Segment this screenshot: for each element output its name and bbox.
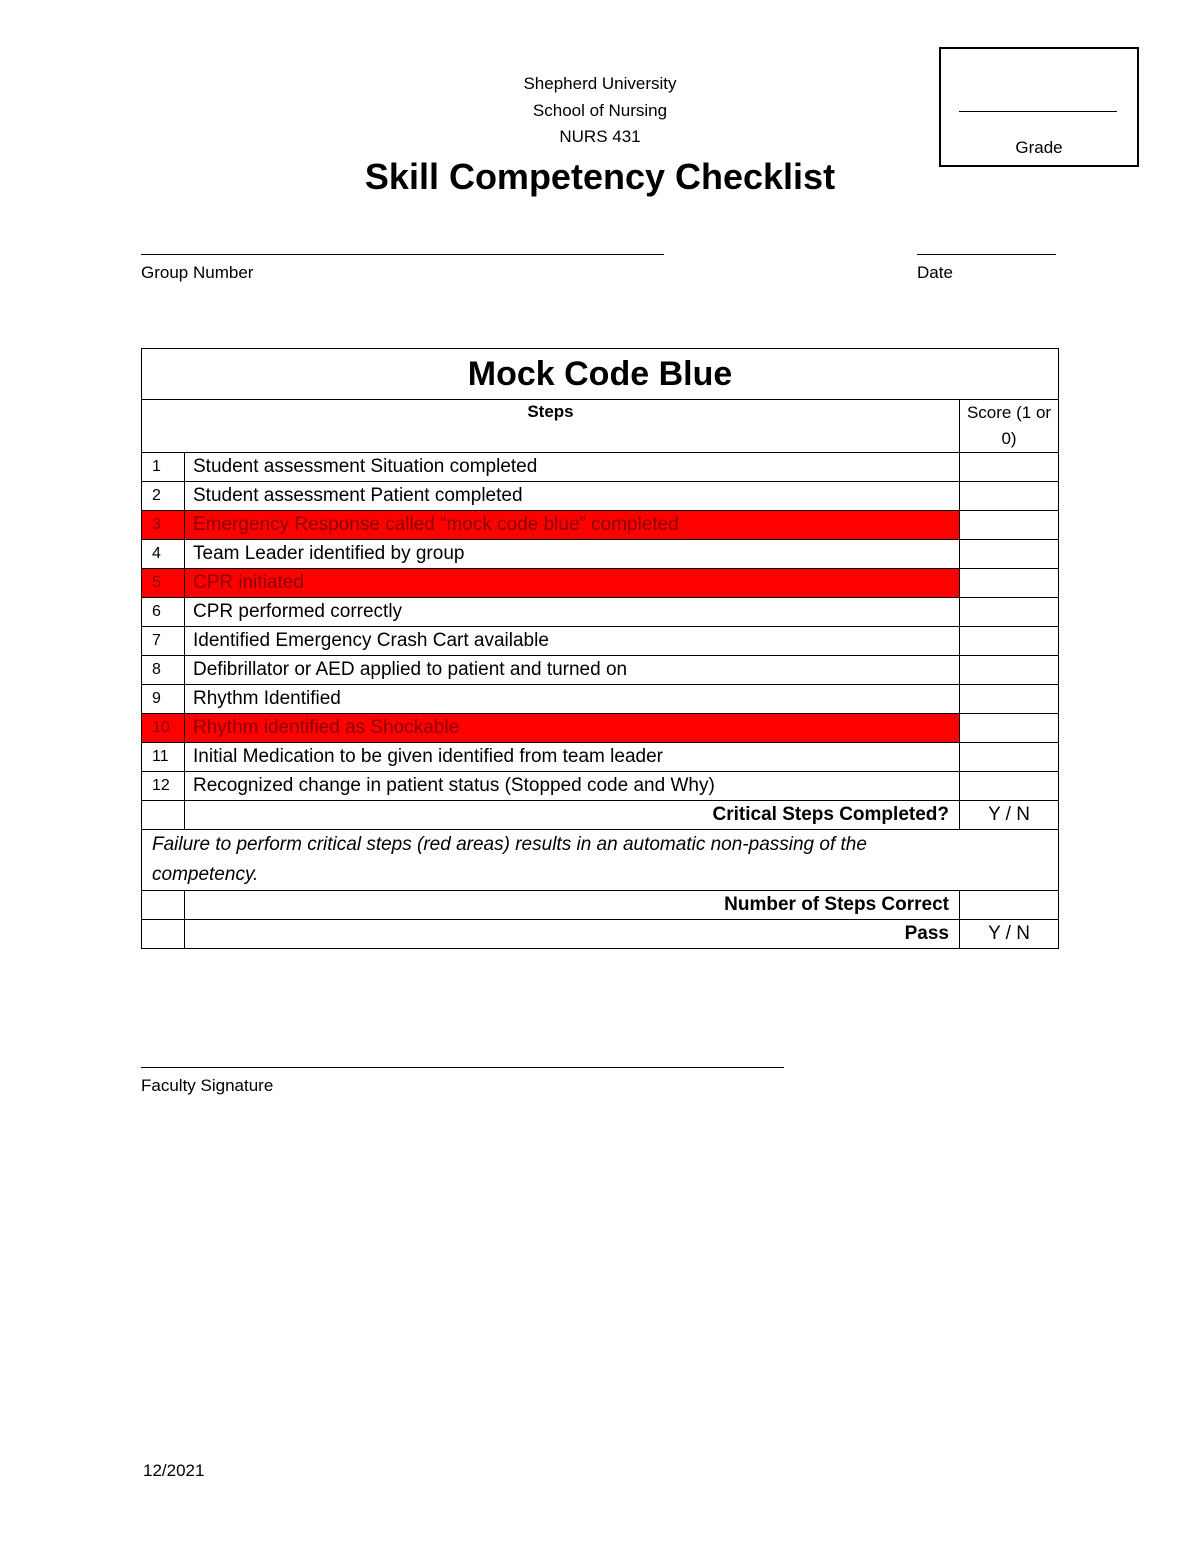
step-description: Identified Emergency Crash Cart available (185, 627, 960, 656)
table-row (142, 743, 1059, 772)
step-description: CPR initiated (185, 569, 960, 598)
table-row (142, 453, 1059, 482)
score-cell[interactable] (960, 453, 1059, 482)
steps-header: Steps (142, 400, 960, 453)
table-row (142, 482, 1059, 511)
step-description: Rhythm Identified (185, 685, 960, 714)
table-row (142, 598, 1059, 627)
score-cell[interactable] (960, 598, 1059, 627)
table-row (142, 511, 1059, 540)
date-label: Date (917, 263, 953, 282)
step-number: 7 (142, 627, 185, 656)
score-cell[interactable] (960, 511, 1059, 540)
critical-steps-label: Critical Steps Completed? (185, 801, 960, 830)
step-number: 4 (142, 540, 185, 569)
school-name: School of Nursing (532, 101, 668, 120)
step-number: 9 (142, 685, 185, 714)
table-row (142, 656, 1059, 685)
step-number: 8 (142, 656, 185, 685)
score-cell[interactable] (960, 772, 1059, 801)
group-number-label: Group Number (141, 263, 254, 282)
grade-blank-line[interactable] (959, 111, 1117, 112)
blank-cell (142, 801, 185, 830)
score-cell[interactable] (960, 627, 1059, 656)
table-title: Mock Code Blue (142, 349, 1059, 400)
page-title: Skill Competency Checklist (364, 156, 836, 197)
step-number: 3 (142, 511, 185, 540)
critical-steps-value[interactable]: Y / N (960, 801, 1059, 830)
table-row (142, 685, 1059, 714)
score-cell[interactable] (960, 569, 1059, 598)
step-description: Emergency Response called “mock code blue” completed (185, 511, 960, 540)
score-header: Score (1 or 0) (960, 400, 1059, 453)
date-line[interactable] (917, 254, 1056, 255)
checklist-table (141, 348, 1059, 949)
signature-label: Faculty Signature (141, 1076, 274, 1095)
pass-label: Pass (185, 920, 960, 949)
blank-cell (142, 891, 185, 920)
step-description: Student assessment Patient completed (185, 482, 960, 511)
score-cell[interactable] (960, 714, 1059, 743)
step-number: 5 (142, 569, 185, 598)
table-row (142, 540, 1059, 569)
step-description: Initial Medication to be given identified from team leader (185, 743, 960, 772)
steps-correct-score-cell[interactable] (960, 891, 1059, 920)
step-description: Team Leader identified by group (185, 540, 960, 569)
university-name: Shepherd University (523, 74, 677, 93)
failure-note: Failure to perform critical steps (red areas) results in an automatic non-passing of the competency. (142, 830, 1059, 891)
step-description: Student assessment Situation completed (185, 453, 960, 482)
step-description: Rhythm identified as Shockable (185, 714, 960, 743)
step-number: 2 (142, 482, 185, 511)
step-number: 11 (142, 743, 185, 772)
step-number: 6 (142, 598, 185, 627)
steps-correct-label: Number of Steps Correct (185, 891, 960, 920)
step-description: Defibrillator or AED applied to patient and turned on (185, 656, 960, 685)
score-cell[interactable] (960, 743, 1059, 772)
table-row (142, 714, 1059, 743)
signature-line[interactable] (141, 1067, 784, 1068)
step-description: Recognized change in patient status (Stopped code and Why) (185, 772, 960, 801)
group-number-line[interactable] (141, 254, 664, 255)
table-row (142, 772, 1059, 801)
step-description: CPR performed correctly (185, 598, 960, 627)
score-cell[interactable] (960, 656, 1059, 685)
grade-box (939, 47, 1139, 167)
step-number: 1 (142, 453, 185, 482)
score-cell[interactable] (960, 685, 1059, 714)
grade-label: Grade (1015, 138, 1063, 157)
score-cell[interactable] (960, 540, 1059, 569)
step-number: 12 (142, 772, 185, 801)
footer-date: 12/2021 (143, 1461, 205, 1480)
pass-value[interactable]: Y / N (960, 920, 1059, 949)
score-cell[interactable] (960, 482, 1059, 511)
course-code: NURS 431 (559, 127, 641, 146)
step-number: 10 (142, 714, 185, 743)
table-row (142, 569, 1059, 598)
table-row (142, 627, 1059, 656)
blank-cell (142, 920, 185, 949)
